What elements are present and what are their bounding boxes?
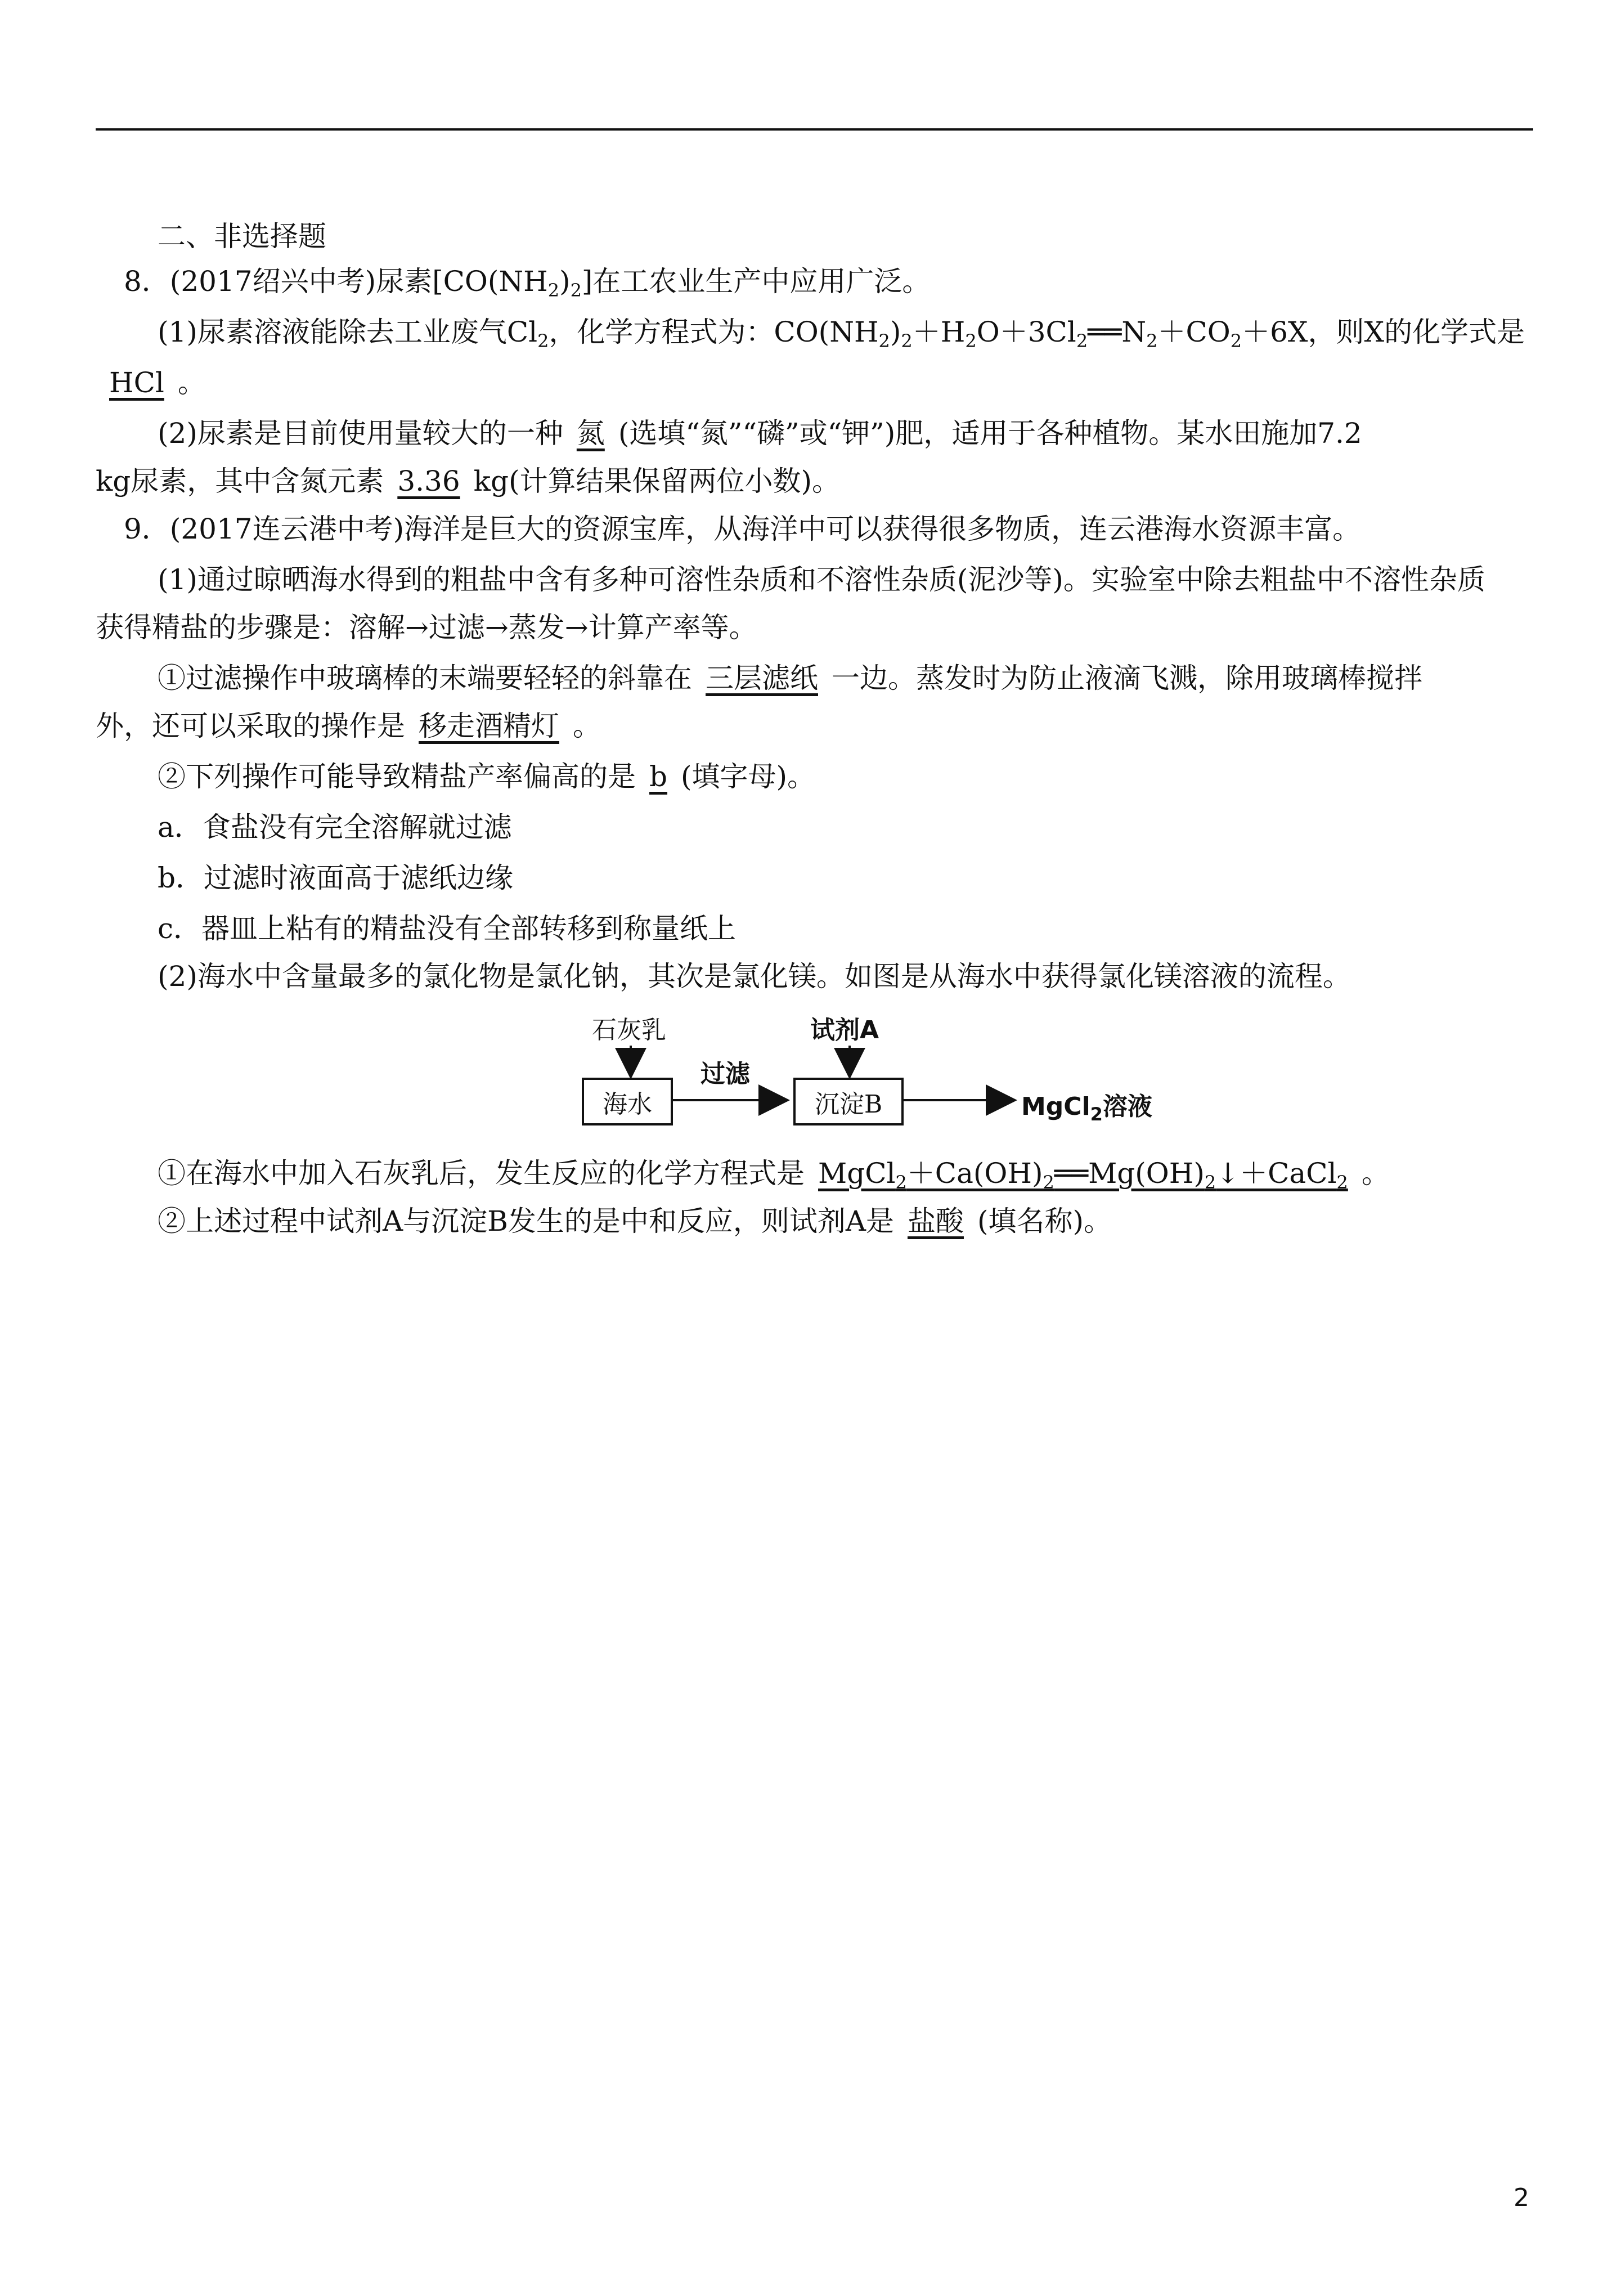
q8-part1-answer-line: HCl 。 bbox=[96, 360, 1536, 405]
label-mgcl2-solution: MgCl$_2$溶液 bbox=[1021, 1092, 1152, 1125]
answer-nitrogen: 氮 bbox=[576, 417, 605, 450]
q8-stem: 8．(2017绍兴中考)尿素$[CO(NH_2)_2]$在工农业生产中应用广泛。 bbox=[124, 265, 931, 301]
option-c: c．器皿上粘有的精盐没有全部转移到称量纸上 bbox=[158, 912, 737, 945]
label-lime-milk: 石灰乳 bbox=[592, 1016, 666, 1044]
answer-filter-paper: 三层滤纸 bbox=[706, 662, 818, 694]
option-b: b．过滤时液面高于滤纸边缘 bbox=[158, 862, 514, 894]
answer-hydrochloric-acid: 盐酸 bbox=[907, 1205, 964, 1237]
q8-part2: (2)尿素是目前使用量较大的一种 氮 (选填“氮”“磷”或“钾”)肥，适用于各种植物。某水田施加7.2 bbox=[158, 411, 1598, 456]
q9-stem: 9．(2017连云港中考)海洋是巨大的资源宝库，从海洋中可以获得很多物质，连云港海水资源丰富。 bbox=[124, 513, 1361, 545]
answer-option-b: b bbox=[649, 760, 668, 793]
flow-diagram bbox=[563, 1007, 1294, 1142]
q9-sub1: ①过滤操作中玻璃棒的末端要轻轻的斜靠在 三层滤纸 一边。蒸发时为防止液滴飞溅，除用玻璃棒搅拌 bbox=[158, 656, 1598, 701]
q9-sub2: ②下列操作可能导致精盐产率偏高的是 b (填字母)。 bbox=[158, 754, 1598, 799]
section-title: 二、非选择题 bbox=[158, 220, 326, 253]
box-precipitate-b: 沉淀B bbox=[793, 1078, 904, 1125]
option-a: a．食盐没有完全溶解就过滤 bbox=[158, 811, 512, 844]
q9-part2: (2)海水中含量最多的氯化物是氯化钠，其次是氯化镁。如图是从海水中获得氯化镁溶液的流程。 bbox=[158, 960, 1351, 993]
header-rule bbox=[96, 128, 1533, 131]
q9-sub3: ①在海水中加入石灰乳后，发生反应的化学方程式是 $MgCl_2+Ca(OH)_2══Mg(OH)_2↓+CaCl_2$ 。 bbox=[158, 1151, 1598, 1205]
page-number: 2 bbox=[1514, 2183, 1529, 2212]
q8-part2-cont: kg尿素，其中含氮元素 3.36 kg(计算结果保留两位小数)。 bbox=[96, 459, 1536, 504]
q8-part1: (1)尿素溶液能除去工业废气$Cl_2$，化学方程式为：$CO(NH_2)_2+H_2O+3Cl_2══N_2+CO_2+6X$，则X的化学式是 bbox=[158, 316, 1525, 352]
answer-mass: 3.36 bbox=[397, 465, 460, 497]
answer-hcl: HCl bbox=[109, 366, 164, 399]
answer-remove-lamp: 移走酒精灯 bbox=[419, 710, 559, 742]
q9-part1-line2: 获得精盐的步骤是：溶解→过滤→蒸发→计算产率等。 bbox=[96, 611, 757, 644]
label-reagent-a: 试剂A bbox=[810, 1016, 879, 1044]
q9-part1-line1: (1)通过晾晒海水得到的粗盐中含有多种可溶性杂质和不溶性杂质(泥沙等)。实验室中除去粗盐中不溶性杂质 bbox=[158, 563, 1485, 596]
answer-equation: $MgCl_2+Ca(OH)_2══Mg(OH)_2↓+CaCl_2$ bbox=[818, 1157, 1348, 1193]
q9-sub1-cont: 外，还可以采取的操作是 移走酒精灯 。 bbox=[96, 703, 1536, 748]
q9-sub4: ②上述过程中试剂A与沉淀B发生的是中和反应，则试剂A是 盐酸 (填名称)。 bbox=[158, 1199, 1598, 1244]
label-filtration: 过滤 bbox=[701, 1060, 750, 1088]
box-seawater: 海水 bbox=[582, 1078, 673, 1125]
